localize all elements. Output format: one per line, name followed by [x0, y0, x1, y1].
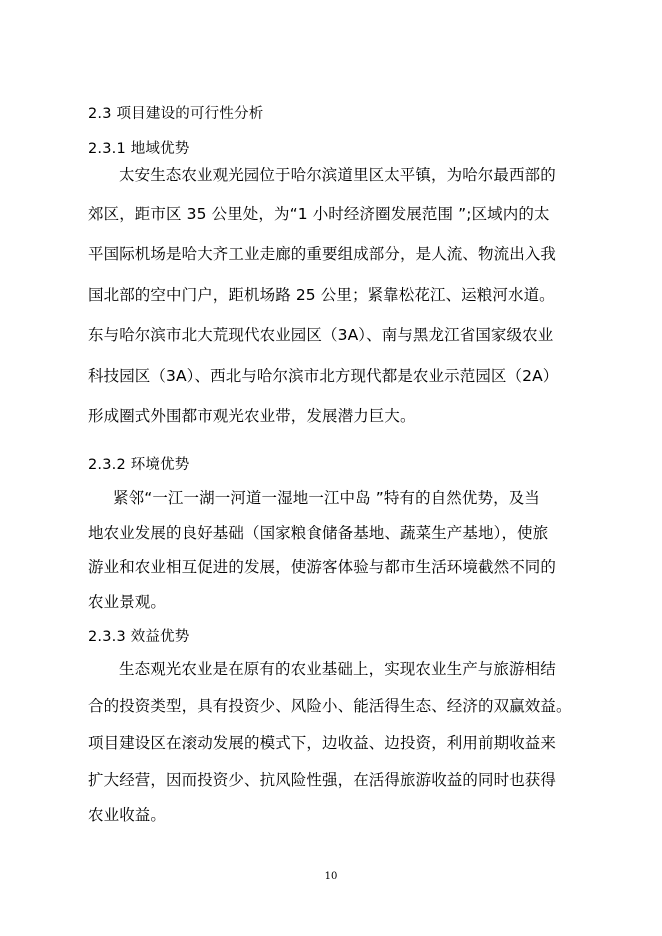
paragraph-line: 紧邻“一江一湖一河道一湿地一江中岛 ”特有的自然优势，及当	[113, 489, 540, 507]
paragraph-line: 合的投资类型，具有投资少、风险小、能活得生态、经济的双赢效益。	[88, 697, 572, 715]
section-heading-2-3-3: 2.3.3 效益优势	[88, 629, 190, 645]
paragraph-line: 项目建设区在滚动发展的模式下，边收益、边投资，利用前期收益来	[88, 734, 557, 752]
paragraph-line: 平国际机场是哈大齐工业走廊的重要组成部分，是人流、物流出入我	[88, 245, 557, 263]
section-heading-2-3-2: 2.3.2 环境优势	[88, 457, 190, 473]
page-number: 10	[324, 871, 338, 882]
paragraph-line: 农业收益。	[88, 806, 167, 824]
paragraph-line: 太安生态农业观光园位于哈尔滨道里区太平镇，为哈尔最西部的	[119, 166, 556, 184]
paragraph-line: 东与哈尔滨市北大荒现代农业园区（3A）、南与黑龙江省国家级农业	[88, 326, 554, 344]
paragraph-line: 扩大经营，因而投资少、抗风险性强，在活得旅游收益的同时也获得	[88, 771, 557, 789]
paragraph-line: 郊区，距市区 35 公里处，为“1 小时经济圈发展范围 ”;区域内的太	[88, 205, 550, 223]
paragraph-line: 地农业发展的良好基础（国家粮食储备基地、蔬菜生产基地），使旅	[88, 524, 549, 542]
paragraph-line: 生态观光农业是在原有的农业基础上，实现农业生产与旅游相结	[119, 660, 556, 678]
paragraph-line: 科技园区（3A）、西北与哈尔滨市北方现代都是农业示范园区（2A）	[88, 367, 559, 385]
section-heading-2-3-1: 2.3.1 地域优势	[88, 141, 190, 157]
section-heading-2-3: 2.3 项目建设的可行性分析	[88, 106, 264, 122]
paragraph-line: 游业和农业相互促进的发展，使游客体验与都市生活环境截然不同的	[88, 558, 557, 576]
paragraph-line: 国北部的空中门户，距机场路 25 公里；紧靠松花江、运粮河水道。	[88, 286, 555, 304]
paragraph-line: 形成圈式外围都市观光农业带，发展潜力巨大。	[88, 407, 416, 425]
paragraph-line: 农业景观。	[88, 593, 167, 611]
